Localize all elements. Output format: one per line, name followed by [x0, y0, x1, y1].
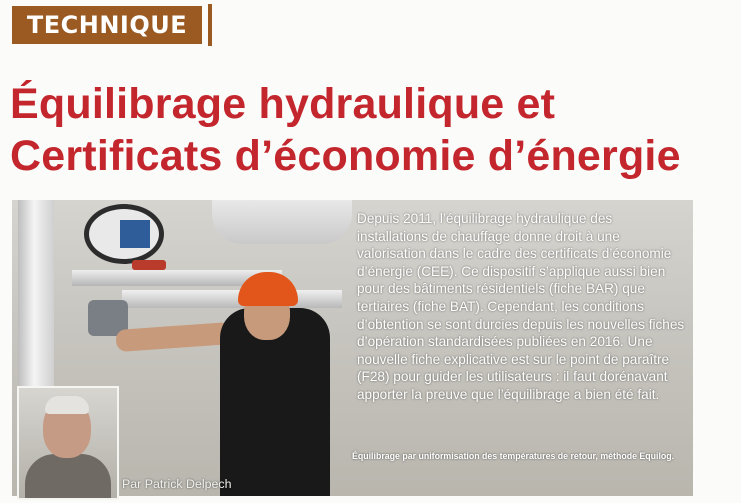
pipe-horizontal-lower	[122, 290, 342, 308]
valve-actuator	[120, 220, 150, 248]
worker-arm	[115, 322, 232, 352]
photo-caption: Équilibrage par uniformisation des températures de retour, méthode Equilog.	[352, 451, 675, 461]
author-hair	[45, 396, 89, 414]
section-tag-rule	[208, 4, 212, 46]
section-tag: TECHNIQUE	[12, 6, 202, 44]
article-intro: Depuis 2011, l’équilibrage hydraulique des installations de chauffage donne droit à une valorisation dans le cadre des certificats d’économie d’énergie (CEE). Ce dispositif s’applique aussi bien pour des bâtiments résidentiels (fiche BAR) que tertiaires (fiche BAT). Cependant, les conditions d’obtention se sont durcies depuis les nouvelles fiches d’opération standardisées publiées en 2016. Une nouvelle fiche explicative est sur le point de paraître (F28) pour guider les utilisateurs : il faut dorénavant apporter la preuve que l’équilibrage a bien été fait.	[357, 211, 685, 402]
author-byline: Par Patrick Delpech	[122, 477, 232, 491]
red-valve	[132, 260, 166, 270]
author-shirt	[25, 454, 111, 500]
page-margin	[694, 0, 741, 503]
pipe-top	[212, 200, 352, 244]
author-photo	[17, 386, 119, 500]
article-headline: Équilibrage hydraulique et Certificats d’économie d’énergie	[10, 80, 681, 180]
